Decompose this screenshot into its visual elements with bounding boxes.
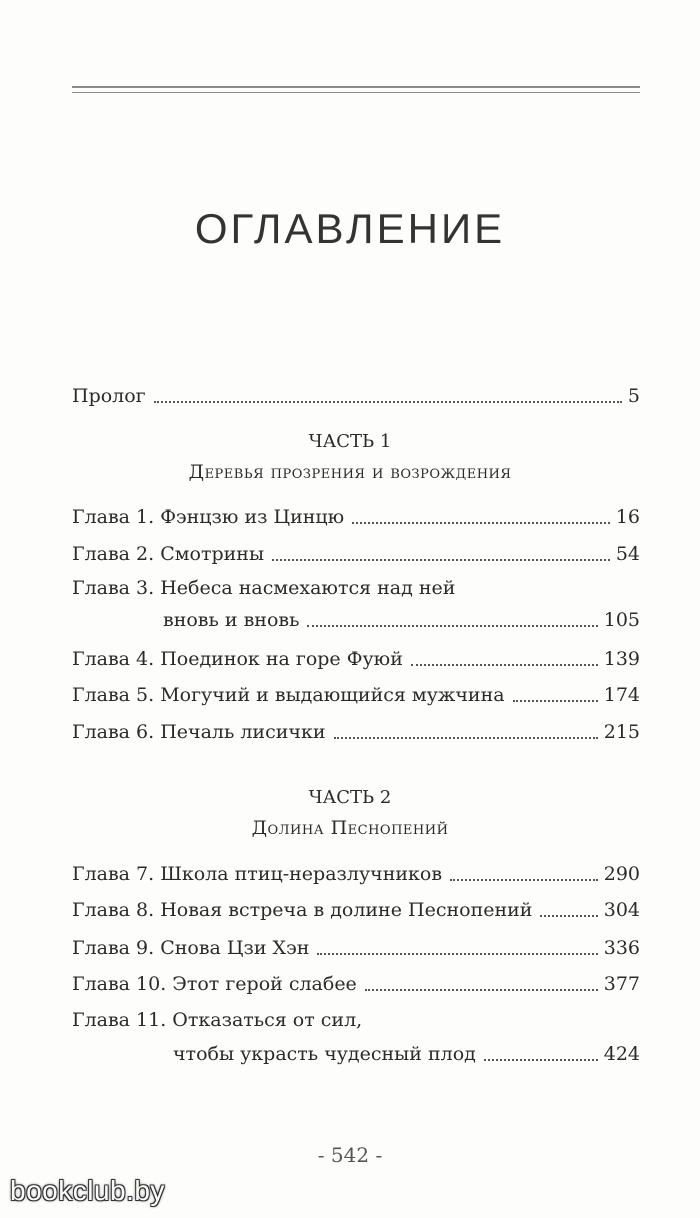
toc-entry-label: Глава 5. Могучий и выдающийся мужчина <box>72 684 505 706</box>
part-2-heading: ЧАСТЬ 2 <box>308 787 392 808</box>
dot-leader <box>484 1059 598 1061</box>
toc-entry-page: 336 <box>603 937 640 959</box>
toc-entry-label: вновь и вновь <box>163 609 300 631</box>
part-1-subtitle: Деревья прозрения и возрождения <box>188 461 512 483</box>
dot-leader <box>513 700 598 702</box>
toc-entry-page: 304 <box>603 899 640 921</box>
dot-leader <box>411 664 598 666</box>
toc-entry-label: Глава 1. Фэнцзю из Цинцю <box>72 506 345 528</box>
header-rule <box>72 86 640 93</box>
toc-entry-chapter-5[interactable] <box>72 677 640 707</box>
watermark: bookclub.by <box>10 1175 165 1206</box>
toc-entry-chapter-11-line1[interactable]: Глава 11. Отказаться от сил, <box>72 1009 363 1031</box>
dot-leader <box>450 879 598 881</box>
dot-leader <box>352 522 610 524</box>
dot-leader <box>317 953 597 955</box>
dot-leader <box>540 915 597 917</box>
toc-entry-page: 377 <box>603 973 640 995</box>
toc-entry-page: 215 <box>603 721 640 743</box>
dot-leader <box>272 559 610 561</box>
dot-leader <box>154 401 622 403</box>
dot-leader <box>334 737 598 739</box>
toc-entry-chapter-10[interactable] <box>72 966 640 996</box>
toc-entry-chapter-3-line1[interactable]: Глава 3. Небеса насмехаются над ней <box>72 577 456 599</box>
toc-entry-label: Глава 4. Поединок на горе Фуюй <box>72 648 403 670</box>
toc-entry-page: 174 <box>603 684 640 706</box>
toc-entry-prologue[interactable] <box>72 378 640 408</box>
toc-entry-page: 424 <box>603 1043 640 1065</box>
toc-entry-label: Глава 7. Школа птиц-неразлучников <box>72 863 443 885</box>
toc-entry-page: 105 <box>603 609 640 631</box>
toc-entry-label: Глава 10. Этот герой слабее <box>72 973 357 995</box>
toc-entry-page: 16 <box>615 506 640 528</box>
toc-entry-label: Глава 2. Смотрины <box>72 543 265 565</box>
toc-entry-chapter-11[interactable] <box>173 1036 640 1066</box>
part-1-heading: ЧАСТЬ 1 <box>308 431 392 452</box>
toc-entry-chapter-3[interactable] <box>163 602 640 632</box>
page-title: ОГЛАВЛЕНИЕ <box>194 205 506 252</box>
toc-entry-page: 290 <box>603 863 640 885</box>
toc-entry-page: 54 <box>615 543 640 565</box>
toc-entry-chapter-2[interactable] <box>72 536 640 566</box>
toc-entry-chapter-7[interactable] <box>72 856 640 886</box>
toc-entry-page: 139 <box>603 648 640 670</box>
toc-entry-label: Глава 6. Печаль лисички <box>72 721 326 743</box>
toc-entry-chapter-9[interactable] <box>72 930 640 960</box>
dot-leader <box>307 625 597 627</box>
toc-entry-label: чтобы украсть чудесный плод <box>173 1043 476 1065</box>
page-number: - 542 - <box>317 1143 383 1167</box>
dot-leader <box>365 989 598 991</box>
toc-entry-chapter-8[interactable] <box>72 892 640 922</box>
part-2-subtitle: Долина Песнопений <box>251 817 449 839</box>
toc-entry-chapter-4[interactable] <box>72 641 640 671</box>
toc-entry-label: Пролог <box>72 385 146 407</box>
toc-entry-chapter-1[interactable] <box>72 499 640 529</box>
toc-entry-chapter-6[interactable] <box>72 714 640 744</box>
toc-entry-label: Глава 8. Новая встреча в долине Песнопений <box>72 899 533 921</box>
toc-entry-label: Глава 9. Снова Цзи Хэн <box>72 937 310 959</box>
toc-entry-page: 5 <box>627 385 640 407</box>
